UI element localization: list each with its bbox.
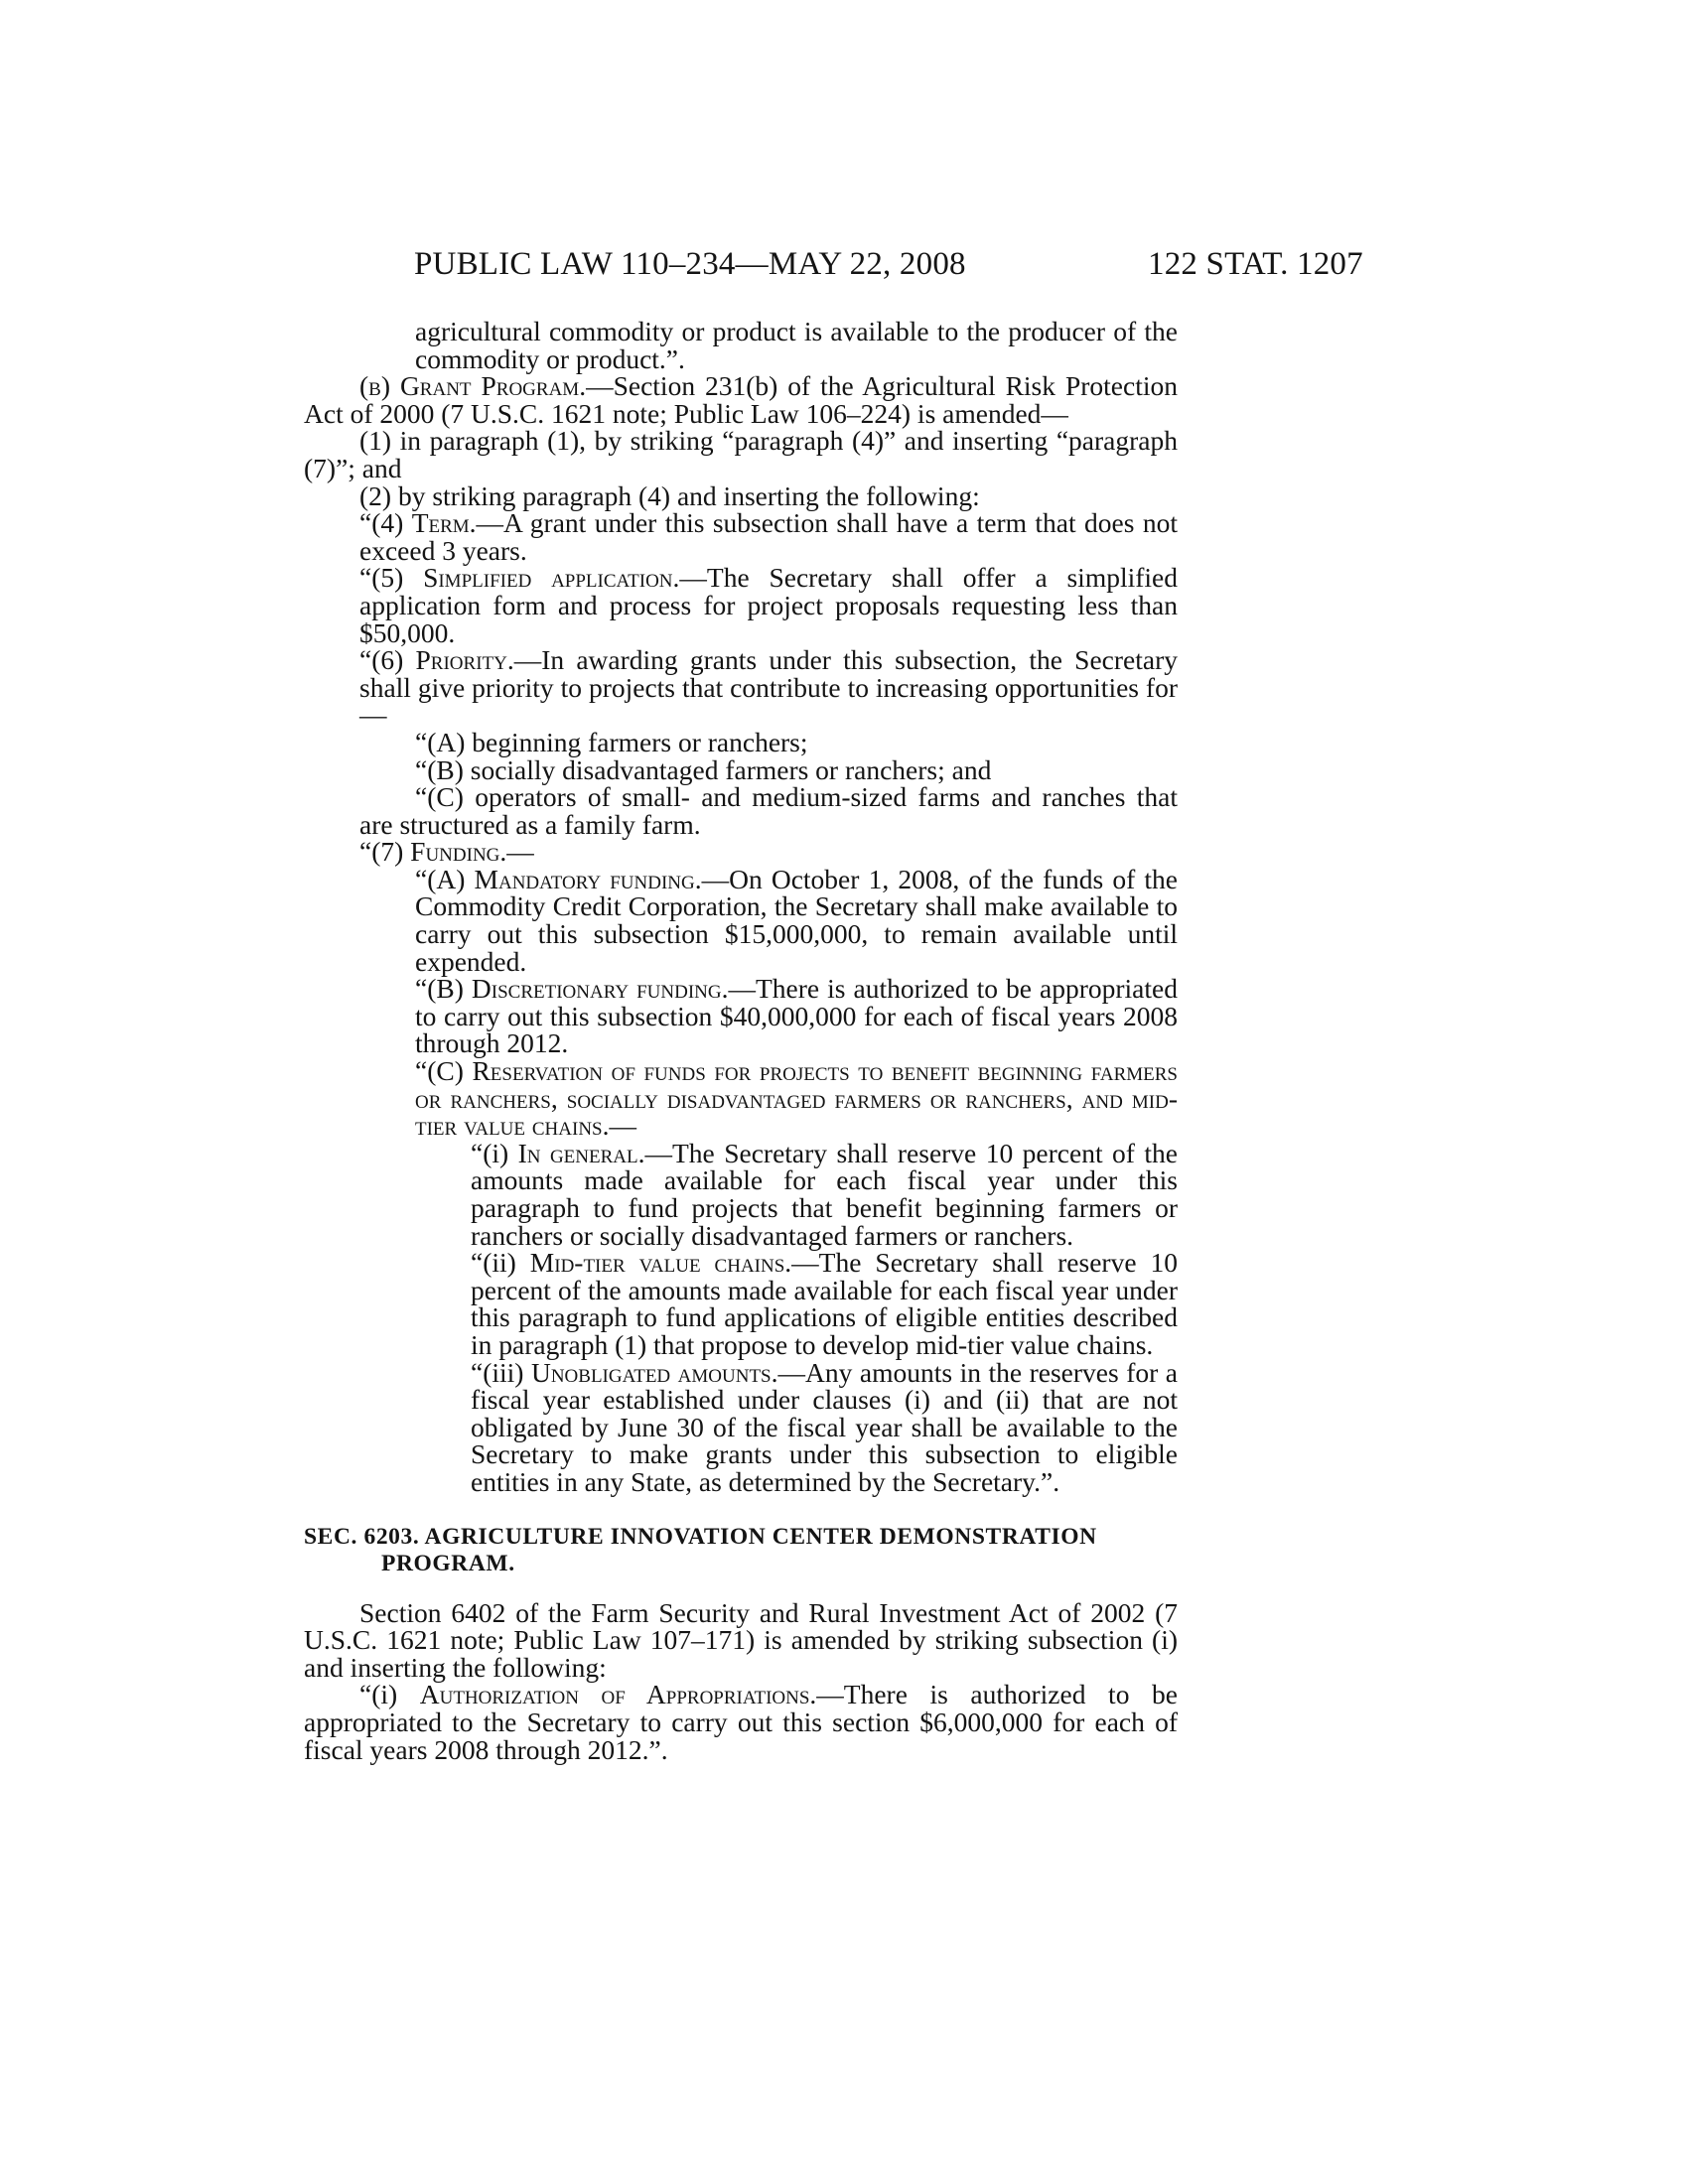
paragraph-text: —The Secretary shall reserve 10 percent of the amounts made available for each fiscal year under this paragraph to fund projects that benefit beginning farmers or ranchers or socially disadvantaged farmers or ranchers. bbox=[471, 1137, 1178, 1251]
paragraph-text: —There is authorized to be appropriated to the Secretary to carry out this section $6,000,000 for each of fiscal years 2008 through 2012.”. bbox=[304, 1679, 1178, 1765]
paragraph bbox=[304, 863, 1179, 977]
paragraph-number: “(ii) bbox=[471, 1247, 530, 1279]
paragraph-text: “(B) socially disadvantaged farmers or ranchers; and bbox=[415, 753, 992, 785]
paragraph-number: “(C) bbox=[415, 1055, 473, 1087]
paragraph-text: —There is authorized to be appropriated to carry out this subsection $40,000,000 for each of fiscal years 2008 through 2012. bbox=[415, 973, 1178, 1059]
paragraph-number: “(6) bbox=[359, 644, 416, 676]
paragraph-text: “(A) beginning farmers or ranchers; bbox=[415, 726, 808, 757]
paragraph bbox=[304, 564, 1178, 646]
paragraph-number: “(4) bbox=[359, 507, 412, 539]
paragraph-number: “(B) bbox=[415, 973, 472, 1005]
subsection-heading: (b) Grant Program. bbox=[359, 370, 587, 402]
paragraph-heading: Discretionary funding. bbox=[471, 973, 729, 1005]
page-citation: 122 STAT. 1207 bbox=[1148, 246, 1363, 282]
paragraph bbox=[304, 479, 1178, 511]
paragraph-heading: Unobligated amounts. bbox=[530, 1356, 778, 1388]
paragraph-text: —The Secretary shall reserve 10 percent of the amounts made available for each fiscal year under this paragraph to fund applications of eligible entities described in paragraph (1) that propose to develop mid-tier value chains. bbox=[471, 1247, 1179, 1360]
paragraph-heading: Reservation of funds for projects to benefit beginning farmers or ranchers, socially disadvantaged farmers or ranchers, and mid-tier value chains. bbox=[415, 1055, 1178, 1142]
paragraph-number: “(5) bbox=[359, 562, 424, 594]
paragraph-number: “(A) bbox=[415, 863, 475, 894]
running-header-title: PUBLIC LAW 110–234—MAY 22, 2008 bbox=[414, 246, 966, 282]
paragraph-text: — bbox=[609, 1110, 636, 1142]
paragraph-text: —Any amounts in the reserves for a fiscal year established under clauses (i) and (ii) that are not obligated by June 30 of the fiscal year shall be available to the Secretary to make grants under this subsection to eligible entities in any State, as determined by the Secretary.”. bbox=[471, 1356, 1178, 1497]
paragraph-text: —A grant under this subsection shall have a term that does not exceed 3 years. bbox=[359, 507, 1178, 566]
paragraph-text: “(C) operators of small- and medium-sized farms and ranches that are structured as a family farm. bbox=[359, 781, 1178, 840]
paragraph bbox=[304, 318, 1178, 372]
paragraph-text: (2) by striking paragraph (4) and inserting the following: bbox=[359, 479, 980, 511]
paragraph-number: “(iii) bbox=[471, 1356, 531, 1388]
paragraph bbox=[304, 726, 1178, 757]
paragraph-text: —On October 1, 2008, of the funds of the Commodity Credit Corporation, the Secretary shall make available to carry out this subsection $15,000,000, to remain available until expended. bbox=[415, 863, 1179, 977]
paragraph-text: Section 6402 of the Farm Security and Rural Investment Act of 2002 (7 U.S.C. 1621 note; Public Law 107–171) is amended by striking subsection (i) and inserting the following: bbox=[304, 1596, 1178, 1683]
paragraph bbox=[304, 753, 1178, 785]
body-text bbox=[304, 318, 1178, 1763]
paragraph-number: “(i) bbox=[359, 1679, 420, 1710]
paragraph bbox=[304, 1356, 1178, 1497]
paragraph-text: agricultural commodity or product is available to the producer of the commodity or product.”. bbox=[415, 316, 1178, 374]
paragraph bbox=[304, 427, 1178, 481]
paragraph-text: (1) in paragraph (1), by striking “paragraph (4)” and inserting “paragraph (7)”; and bbox=[304, 425, 1178, 483]
paragraph-heading: Mid-tier value chains. bbox=[529, 1247, 792, 1279]
paragraph-heading: In general. bbox=[517, 1137, 645, 1168]
paragraph bbox=[304, 1249, 1178, 1358]
paragraph-heading: Mandatory funding. bbox=[474, 863, 702, 894]
paragraph-text: —Section 231(b) of the Agricultural Risk Protection Act of 2000 (7 U.S.C. 1621 note; Public Law 106–224) is amended— bbox=[304, 370, 1178, 429]
paragraph-heading: Funding. bbox=[410, 836, 507, 868]
paragraph-heading: Priority. bbox=[415, 644, 514, 676]
paragraph-number: “(7) bbox=[359, 836, 411, 868]
paragraph-heading: Simplified application. bbox=[423, 562, 680, 594]
paragraph bbox=[304, 1057, 1178, 1140]
paragraph bbox=[304, 1681, 1178, 1763]
paragraph-number: “(i) bbox=[471, 1137, 518, 1168]
paragraph bbox=[304, 1596, 1178, 1683]
paragraph-text: — bbox=[506, 836, 534, 868]
paragraph bbox=[304, 372, 1178, 427]
paragraph bbox=[304, 838, 1178, 866]
paragraph bbox=[304, 783, 1178, 838]
paragraph bbox=[304, 1137, 1178, 1251]
paragraph bbox=[304, 646, 1178, 729]
section-heading: SEC. 6203. AGRICULTURE INNOVATION CENTER DEMONSTRATION PROGRAM. bbox=[304, 1523, 1097, 1576]
paragraph-heading: Term. bbox=[411, 507, 477, 539]
paragraph bbox=[304, 975, 1178, 1057]
paragraph-heading: Authorization of Appropriations. bbox=[419, 1679, 817, 1710]
paragraph bbox=[304, 509, 1178, 564]
paragraph-text: —The Secretary shall offer a simplified application form and process for project proposals requesting less than $50,000. bbox=[359, 562, 1178, 648]
paragraph-text: —In awarding grants under this subsection, the Secretary shall give priority to projects that contribute to increasing opportunities for— bbox=[359, 644, 1178, 731]
